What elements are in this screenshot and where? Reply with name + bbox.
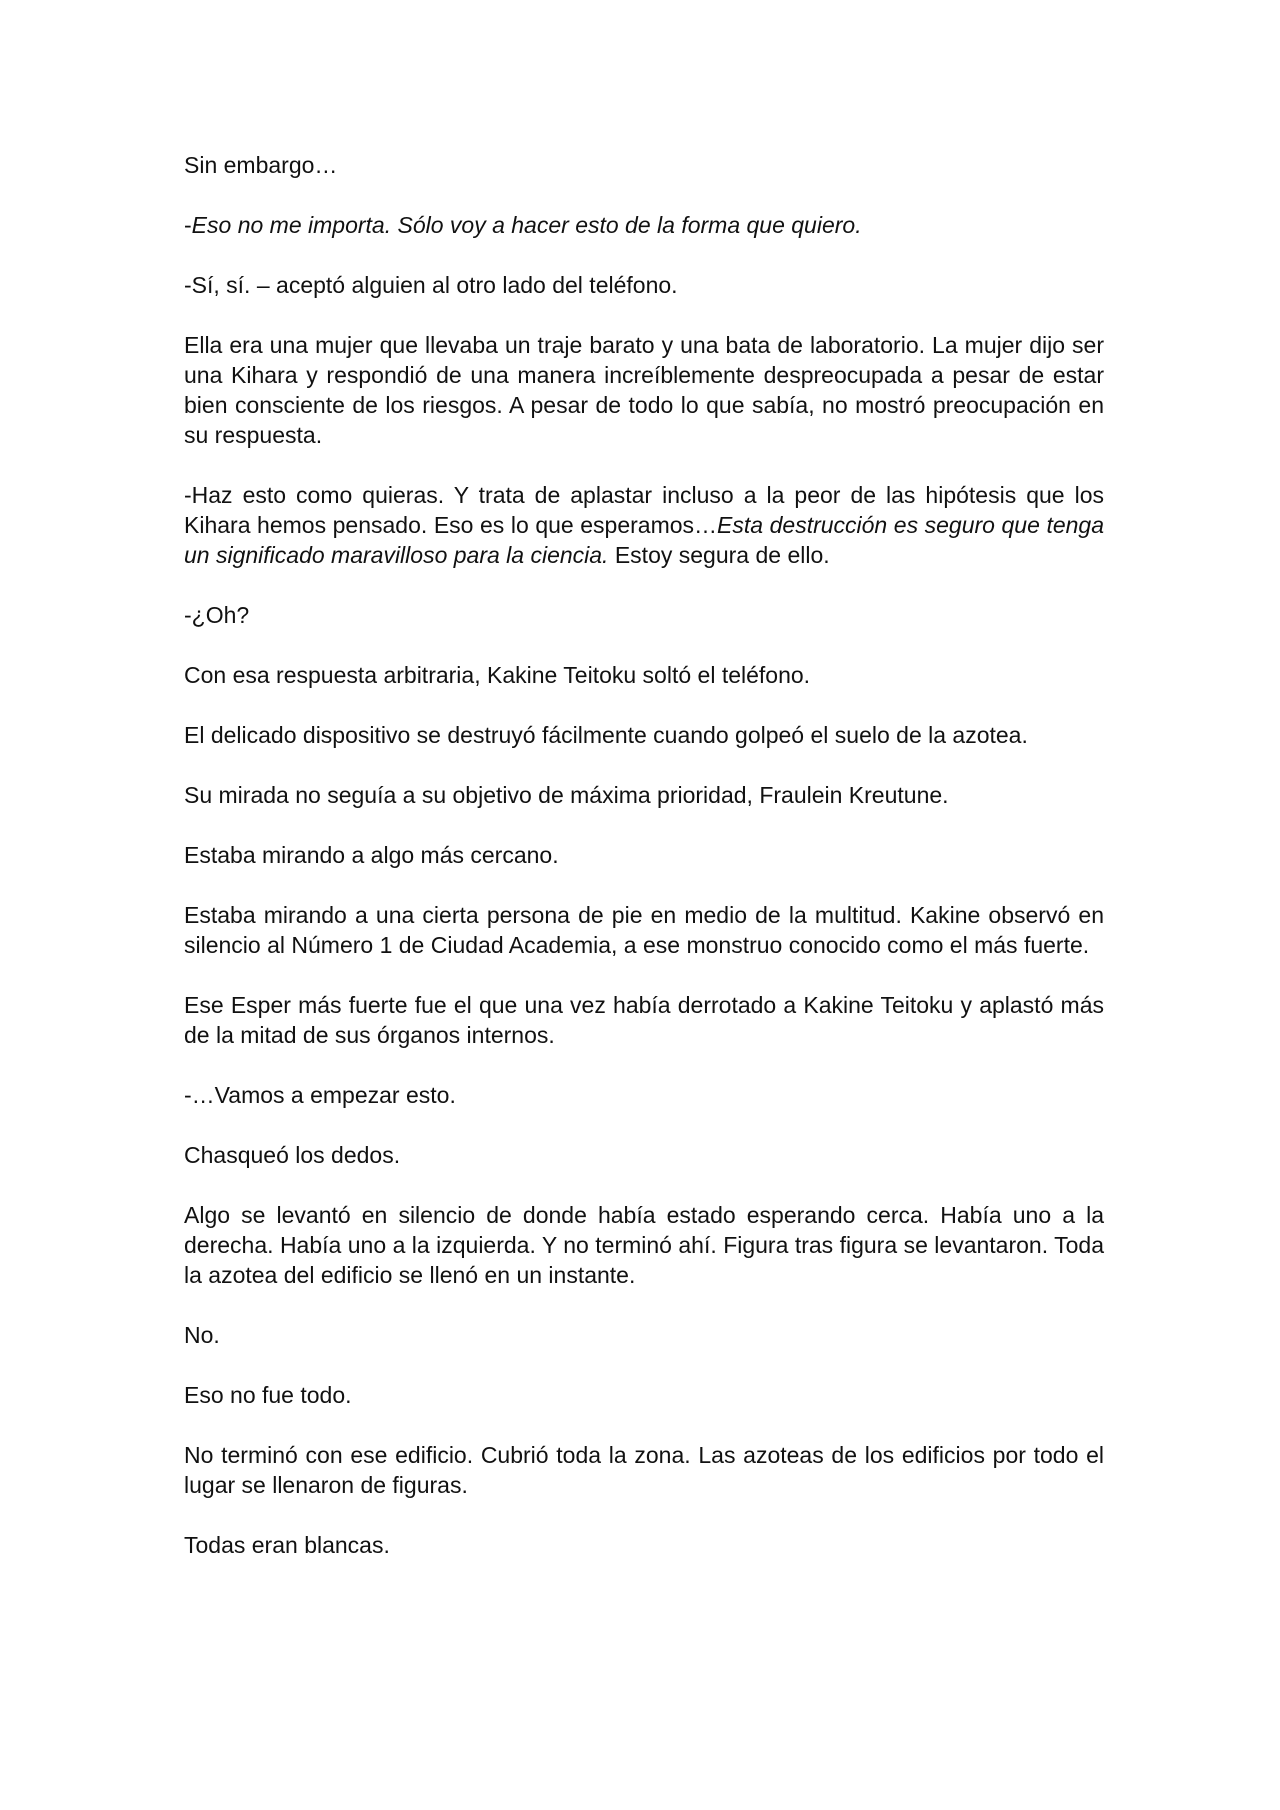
paragraph-text: -…Vamos a empezar esto. (184, 1082, 456, 1108)
paragraph-10 (184, 840, 1104, 870)
paragraph-text: Estoy segura de ello. (608, 542, 830, 568)
paragraph-4 (184, 330, 1104, 450)
paragraph-16 (184, 1320, 1104, 1350)
paragraph-text: No. (184, 1322, 220, 1348)
paragraph-text: -¿Oh? (184, 602, 250, 628)
paragraph-8 (184, 720, 1104, 750)
paragraph-19 (184, 1530, 1104, 1560)
paragraph-text: No terminó con ese edificio. Cubrió toda la zona. Las azoteas de los edificios por todo el lugar se llenaron de figuras. (184, 1442, 1104, 1498)
paragraph-italic-text: Esta destrucción es seguro que tenga un significado maravilloso para la ciencia. (184, 512, 1104, 568)
paragraph-text: Chasqueó los dedos. (184, 1142, 401, 1168)
paragraph-text: Ella era una mujer que llevaba un traje barato y una bata de laboratorio. La mujer dijo ser una Kihara y respondió de una manera increíblemente despreocupada a pesar de estar bien consciente de los riesgos. A pesar de todo lo que sabía, no mostró preocupación en su respuesta. (184, 332, 1104, 448)
paragraph-12 (184, 990, 1104, 1050)
paragraph-18 (184, 1440, 1104, 1500)
paragraph-9 (184, 780, 1104, 810)
paragraph-17 (184, 1380, 1104, 1410)
paragraph-text: Su mirada no seguía a su objetivo de máxima prioridad, Fraulein Kreutune. (184, 782, 949, 808)
paragraph-text: -Haz esto como quieras. Y trata de aplastar incluso a la peor de las hipótesis que los Kihara hemos pensado. Eso es lo que esperamos… (184, 482, 1104, 538)
paragraph-text: Algo se levantó en silencio de donde había estado esperando cerca. Había uno a la derecha. Había uno a la izquierda. Y no terminó ahí. Figura tras figura se levantaron. Toda la azotea del edificio se llenó en un instante. (184, 1202, 1104, 1288)
paragraph-italic-text: Eso no me importa. Sólo voy a hacer esto de la forma que quiero. (191, 212, 862, 238)
document-body (184, 150, 1104, 1560)
paragraph-text: -Sí, sí. – aceptó alguien al otro lado del teléfono. (184, 272, 678, 298)
paragraph-3 (184, 270, 1104, 300)
paragraph-text: El delicado dispositivo se destruyó fácilmente cuando golpeó el suelo de la azotea. (184, 722, 1028, 748)
paragraph-5 (184, 480, 1104, 570)
paragraph-text: Todas eran blancas. (184, 1532, 390, 1558)
paragraph-text: Sin embargo… (184, 152, 338, 178)
paragraph-11 (184, 900, 1104, 960)
paragraph-2 (184, 210, 1104, 240)
paragraph-6 (184, 600, 1104, 630)
paragraph-text: Con esa respuesta arbitraria, Kakine Teitoku soltó el teléfono. (184, 662, 811, 688)
paragraph-15 (184, 1200, 1104, 1290)
paragraph-1 (184, 150, 1104, 180)
paragraph-7 (184, 660, 1104, 690)
paragraph-text: Ese Esper más fuerte fue el que una vez había derrotado a Kakine Teitoku y aplastó más de la mitad de sus órganos internos. (184, 992, 1104, 1048)
paragraph-text: Estaba mirando a algo más cercano. (184, 842, 559, 868)
paragraph-text: Eso no fue todo. (184, 1382, 352, 1408)
paragraph-14 (184, 1140, 1104, 1170)
paragraph-text: - (184, 212, 192, 238)
paragraph-text: Estaba mirando a una cierta persona de pie en medio de la multitud. Kakine observó en silencio al Número 1 de Ciudad Academia, a ese monstruo conocido como el más fuerte. (184, 902, 1104, 958)
paragraph-13 (184, 1080, 1104, 1110)
